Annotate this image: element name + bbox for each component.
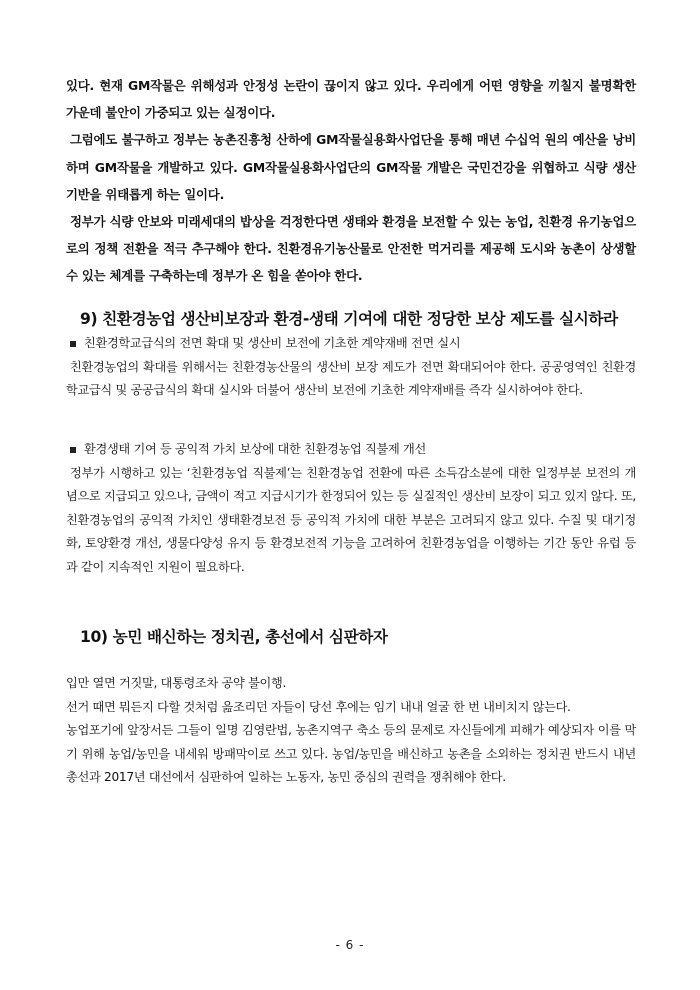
section-10-body [66, 672, 636, 790]
square-bullet-icon [70, 447, 76, 453]
section-9-sub-1-bullet [66, 332, 636, 356]
section-9-sub-2-body [66, 462, 636, 580]
square-bullet-icon [70, 341, 76, 347]
intro-paragraph-1: 있다. 현재 GM작물은 위해성과 안정성 논란이 끊이지 않고 있다. 우리에게 어떤 영향을 끼칠지 불명확한 가운데 불안이 가중되고 있는 실정이다. [66, 78, 636, 121]
section-9-sub-2-bullet [66, 438, 636, 462]
section-9-sub-1-body [66, 356, 636, 403]
document-page [66, 72, 637, 785]
section-10-line-1: 입만 열면 거짓말, 대통령조차 공약 불이행. [66, 676, 287, 690]
section-9-heading: 9) 친환경농업 생산비보장과 환경-생태 기여에 대한 정당한 보상 제도를 실시하라 [80, 310, 618, 328]
intro-block [66, 72, 636, 290]
section-10-heading: 10) 농민 배신하는 정치권, 총선에서 심판하자 [80, 628, 388, 646]
section-10-line-2: 선거 때면 뭐든지 다할 것처럼 읊조리던 자들이 당선 후에는 임기 내내 얼굴 한 번 내비치지 않는다. [66, 699, 571, 714]
section-9-sub-2 [66, 438, 636, 580]
section-9-sub-1 [66, 332, 636, 403]
section-10-line-3: 농업포기에 앞장서든 그들이 일명 김영란법, 농촌지역구 축소 등의 문제로 자신들에게 피해가 예상되자 이를 막기 위해 농업/농민을 내세워 방패막이로 쓰고 있다. 농업/농민을 배신하고 농촌을 소외하는 정치권 반드시 내년 총선과 2017년 대선에서 심판하여 일하는 노동자, 농민 중심의 권력을 쟁취해야 한다. [66, 723, 636, 785]
section-9-sub-2-title: 환경생태 기여 등 공익적 가치 보상에 대한 친환경농업 직불제 개선 [84, 442, 426, 456]
intro-paragraph-2: 그럼에도 불구하고 정부는 농촌진흥청 산하에 GM작물실용화사업단을 통해 매년 수십억 원의 예산을 낭비하며 GM작물을 개발하고 있다. GM작물실용화사업단의 GM작물 개발은 국민건강을 위협하고 식량 생산 기반을 위태롭게 하는 일이다. [66, 132, 636, 202]
section-9-sub-1-title: 친환경학교급식의 전면 확대 및 생산비 보전에 기초한 계약재배 전면 실시 [84, 336, 461, 350]
page-number: - 6 - [335, 938, 365, 952]
intro-paragraph-3: 정부가 식량 안보와 미래세대의 밥상을 걱정한다면 생태와 환경을 보전할 수 있는 농업, 친환경 유기농업으로의 정책 전환을 적극 추구해야 한다. 친환경유기농산물로 안전한 먹거리를 제공해 도시와 농촌이 상생할 수 있는 체계를 구축하는데 정부가 온 힘을 쏟아야 한다. [66, 214, 637, 284]
section-9-sub-1-paragraph: 친환경농업의 확대를 위해서는 친환경농산물의 생산비 보장 제도가 전면 확대되어야 한다. 공공영역인 친환경 학교급식 및 공공급식의 확대 실시와 더불어 생산비 보전에 기초한 계약재배를 즉각 실시하여야 한다. [66, 359, 636, 398]
section-9-sub-2-paragraph: 정부가 시행하고 있는 ‘친환경농업 직불제’는 친환경농업 전환에 따른 소득감소분에 대한 일정부분 보전의 개념으로 지급되고 있으나, 금액이 적고 지급시기가 한정되어 있는 등 실질적인 생산비 보장이 되고 있지 않다. 또, 친환경농업의 공익적 가치인 생태환경보전 등 공익적 가치에 대한 부분은 고려되지 않고 있다. 수질 및 대기정화, 토양환경 개선, 생물다양성 유지 등 환경보전적 기능을 고려하여 친환경농업을 이행하는 기간 동안 유럽 등과 같이 지속적인 지원이 필요하다. [66, 465, 636, 574]
